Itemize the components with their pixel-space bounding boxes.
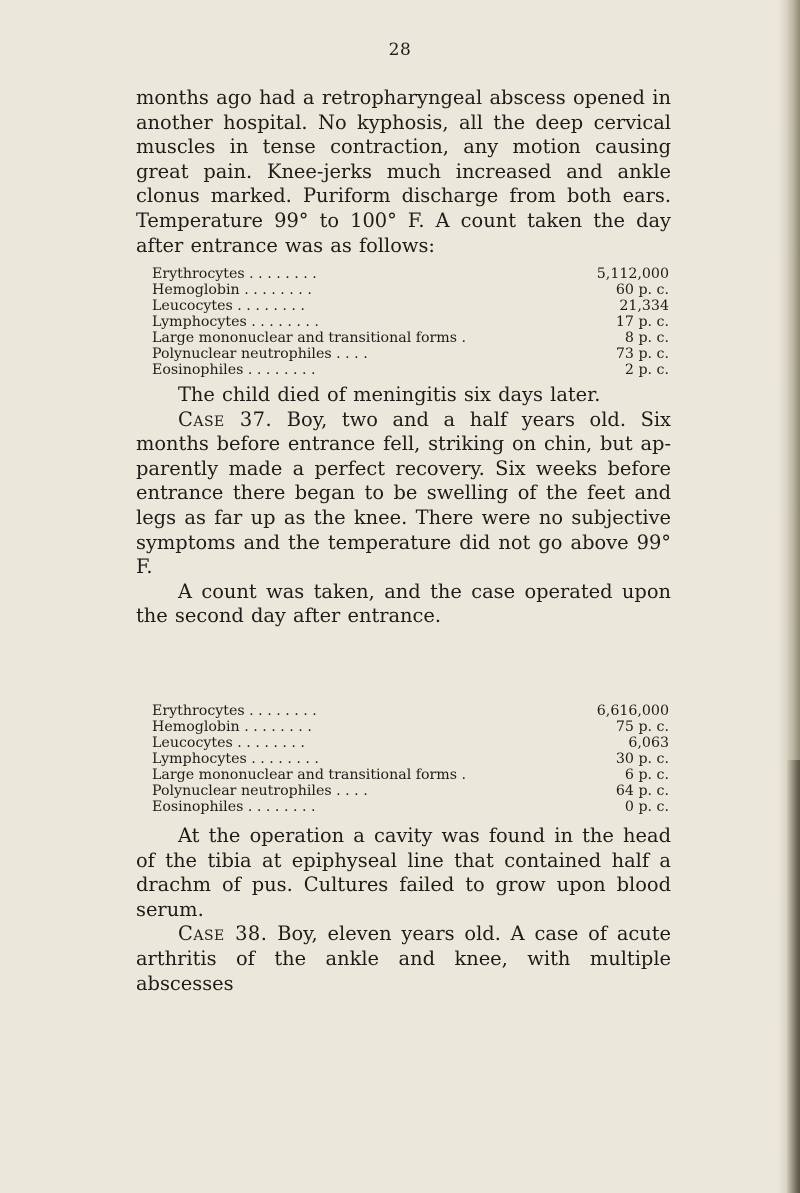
row-value: 2 p. c. [624,362,669,378]
case-37-label: Case 37. [178,407,273,431]
table-row [152,282,669,298]
paragraph-child-died: The child died of meningitis six days later. [178,383,601,406]
row-value: 30 p. c. [615,751,669,767]
blood-count-table-2 [152,703,669,815]
row-value: 64 p. c. [615,783,669,799]
row-value: 6,616,000 [596,703,669,719]
table-row [152,799,669,815]
table-row [152,362,669,378]
row-label: Polynuclear neutrophiles . . . . [152,346,368,362]
paragraph-case36-continued: months ago had a retropharyngeal abscess opened in another hospital. No kyphosis, all the deep cervical muscles in tense contraction, any motion causing great pain. Knee-jerks much increased and ankle clonus marked. Puriform discharge from both ears. Temperature 99° to 100° F. A count taken the day after entrance was as follows: [136,86,671,257]
row-label: Lymphocytes . . . . . . . . [152,751,319,767]
row-label: Leucocytes . . . . . . . . [152,735,305,751]
row-label: Leucocytes . . . . . . . . [152,298,305,314]
row-value: 75 p. c. [615,719,669,735]
table-row [152,703,669,719]
row-value: 73 p. c. [615,346,669,362]
row-label: Large mononuclear and transitional forms . [152,767,467,783]
case-38-text: Boy, eleven years old. A case of acute arthritis of the ankle and knee, with multiple abscesses [136,922,672,995]
paragraph-operation: At the operation a cavity was found in the head of the tibia at epiphyseal line that contained half a drachm of pus. Cultures failed to grow upon blood serum. [136,824,671,921]
row-value: 21,334 [619,298,669,314]
row-label: Hemoglobin . . . . . . . . [152,719,312,735]
row-label: Large mononuclear and transitional forms . [152,330,467,346]
page-number: 28 [388,40,412,60]
table-row [152,719,669,735]
row-value: 17 p. c. [615,314,669,330]
row-label: Erythrocytes . . . . . . . . [152,266,317,282]
table-row [152,314,669,330]
table-row [152,266,669,282]
row-value: 0 p. c. [624,799,669,815]
case-37-text: Boy, two and a half years old. Six months before entrance fell, striking on chin, but apparently made a perfect recovery. Six weeks before entrance there began to be swelling of the feet and legs as far up as the knee. There were no subjective symptoms and the temperature did not go above 99° F. [136,407,671,579]
table-row [152,330,669,346]
row-label: Eosinophiles . . . . . . . . [152,362,316,378]
paragraph-case-38 [136,922,671,996]
row-label: Polynuclear neutrophiles . . . . [152,783,368,799]
blood-count-table-1 [152,266,669,378]
paragraph-count-taken: A count was taken, and the case operated upon the second day after entrance. [136,579,671,628]
row-value: 5,112,000 [596,266,669,282]
row-label: Hemoglobin . . . . . . . . [152,282,312,298]
row-label: Eosinophiles . . . . . . . . [152,799,316,815]
table-row [152,346,669,362]
table-row [152,783,669,799]
row-label: Erythrocytes . . . . . . . . [152,703,317,719]
row-value: 60 p. c. [615,282,669,298]
row-value: 8 p. c. [624,330,669,346]
page-body [136,86,672,995]
case-38-label: Case 38. [178,922,268,946]
table-row [152,767,669,783]
operation-and-case-38-section [136,824,671,996]
row-label: Lymphocytes . . . . . . . . [152,314,319,330]
row-value: 6,063 [628,735,669,751]
table-row [152,735,669,751]
page-edge-dark-shadow [786,760,800,1193]
paragraph-case-37 [136,408,671,580]
table-row [152,751,669,767]
table-row [152,298,669,314]
case-37-section [136,383,671,629]
row-value: 6 p. c. [624,767,669,783]
